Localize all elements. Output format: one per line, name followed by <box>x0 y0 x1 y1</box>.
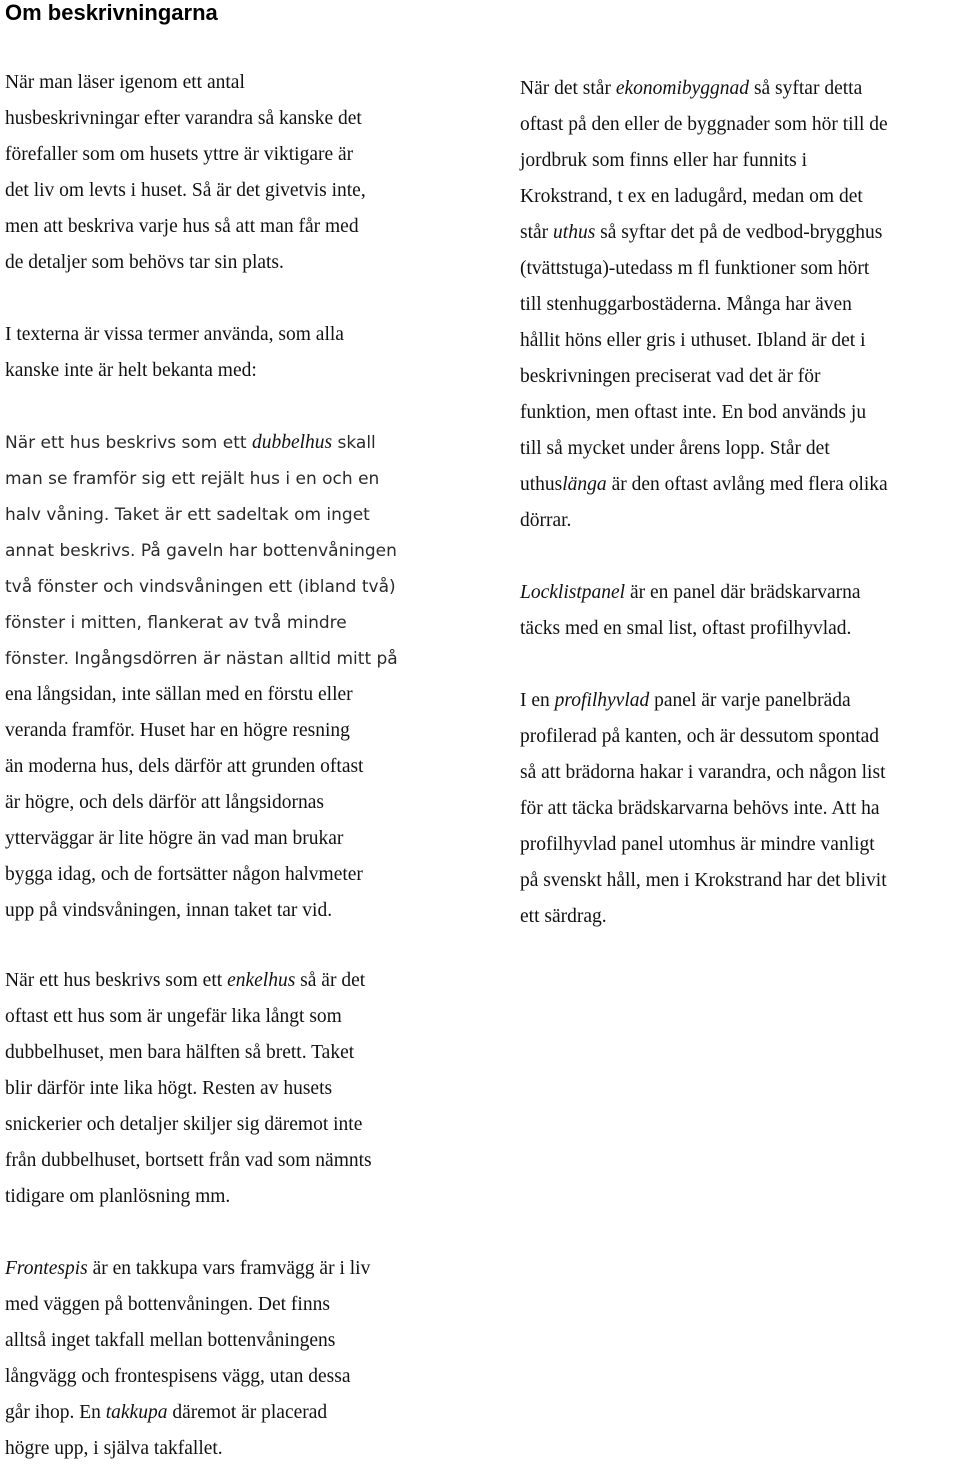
page-title: Om beskrivningarna <box>5 0 218 25</box>
text-line: fönster i mitten, flankerat av två mindre <box>5 613 347 633</box>
text-line: I texterna är vissa termer använda, som alla <box>5 324 344 345</box>
term-enkelhus: enkelhus <box>227 970 296 991</box>
text-line: man se framför sig ett rejält hus i en och en <box>5 469 380 489</box>
text-line: till stenhuggarbostäderna. Många har även <box>520 294 852 315</box>
term-locklistpanel: Locklistpanel <box>520 582 626 603</box>
text-line: kanske inte är helt bekanta med: <box>5 360 257 381</box>
intro-paragraph <box>5 65 398 281</box>
text-line: profilerad på kanten, och är dessutom spontad <box>520 726 880 747</box>
term-ekonomibyggnad: ekonomibyggnad <box>615 78 750 99</box>
text-line: oftast ett hus som är ungefär lika långt som <box>5 1006 342 1027</box>
text-line: snickerier och detaljer skiljer sig däremot inte <box>5 1114 363 1135</box>
terms-intro-paragraph <box>5 317 398 389</box>
text-line: för att täcka brädskarvarna behövs inte. Att ha <box>520 798 880 819</box>
text-line: beskrivningen preciserat vad det är för <box>520 366 821 387</box>
text-line: profilhyvlad panel utomhus är mindre vanligt <box>520 834 875 855</box>
term-profilhyvlad: profilhyvlad <box>554 690 650 711</box>
text-line: I en profilhyvlad panel är varje panelbräda <box>520 690 851 711</box>
text-line: högre upp, i själva takfallet. <box>5 1438 223 1459</box>
term-takkupa: takkupa <box>105 1402 168 1423</box>
text-line: täcks med en smal list, oftast profilhyvlad. <box>520 618 852 639</box>
text-line: Frontespis är en takkupa vars framvägg är i liv <box>5 1258 371 1279</box>
text-line: står uthus så syftar det på de vedbod-brygghus <box>520 222 883 243</box>
text-line: förefaller som om husets yttre är viktigare är <box>5 144 354 165</box>
term-frontespis: Frontespis <box>5 1258 88 1279</box>
text-line: bygga idag, och de fortsätter någon halvmeter <box>5 864 363 885</box>
text-line: från dubbelhuset, bortsett från vad som nämnts <box>5 1150 372 1171</box>
text-line: långvägg och frontespisens vägg, utan dessa <box>5 1366 351 1387</box>
text-line: alltså inget takfall mellan bottenvåningens <box>5 1330 336 1351</box>
locklistpanel-paragraph <box>520 575 888 647</box>
text-line: När ett hus beskrivs som ett enkelhus så är det <box>5 970 366 991</box>
term-dubbelhus: dubbelhus <box>251 432 333 453</box>
text-line: dörrar. <box>520 510 572 531</box>
text-line: upp på vindsvåningen, innan taket tar vid. <box>5 900 333 921</box>
enkelhus-paragraph <box>5 963 372 1215</box>
dubbelhus-paragraph <box>5 425 398 929</box>
text-line: Locklistpanel är en panel där brädskarvarna <box>520 582 861 603</box>
text-line: husbeskrivningar efter varandra så kanske det <box>5 108 362 129</box>
bottom-section <box>5 963 372 1467</box>
left-column <box>5 65 398 929</box>
ekonomibyggnad-paragraph <box>520 71 888 539</box>
right-column <box>520 71 888 935</box>
text-line: det liv om levts i huset. Så är det givetvis inte, <box>5 180 366 201</box>
text-line: så att brädorna hakar i varandra, och någon list <box>520 762 886 783</box>
text-line: två fönster och vindsvåningen ett (ibland två) <box>5 577 396 597</box>
frontespis-paragraph <box>5 1251 372 1467</box>
text-line: men att beskriva varje hus så att man får med <box>5 216 359 237</box>
text-line: tidigare om planlösning mm. <box>5 1186 231 1207</box>
text-line: ytterväggar är lite högre än vad man brukar <box>5 828 344 849</box>
text-line: veranda framför. Huset har en högre resning <box>5 720 350 741</box>
text-line: halv våning. Taket är ett sadeltak om inget <box>5 505 370 525</box>
text-line: ett särdrag. <box>520 906 607 927</box>
text-line: de detaljer som behövs tar sin plats. <box>5 252 284 273</box>
text-line: När man läser igenom ett antal <box>5 72 245 93</box>
term-uthus: uthus <box>553 222 596 243</box>
text-line: med väggen på bottenvåningen. Det finns <box>5 1294 330 1315</box>
text-line: funktion, men oftast inte. En bod används ju <box>520 402 867 423</box>
text-line: annat beskrivs. På gaveln har bottenvåningen <box>5 541 397 561</box>
text-line: hållit höns eller gris i uthuset. Ibland är det i <box>520 330 866 351</box>
text-line: jordbruk som finns eller har funnits i <box>520 150 808 171</box>
term-uthuslanga: länga <box>562 474 607 495</box>
text-line: uthuslänga är den oftast avlång med flera olika <box>520 474 888 495</box>
text-line: När det står ekonomibyggnad så syftar detta <box>520 78 863 99</box>
text-line: (tvättstuga)-utedass m fl funktioner som hört <box>520 258 870 279</box>
text-line: blir därför inte lika högt. Resten av husets <box>5 1078 333 1099</box>
text-line: är högre, och dels därför att långsidornas <box>5 792 324 813</box>
profilhyvlad-paragraph <box>520 683 888 935</box>
text-line: på svenskt håll, men i Krokstrand har det blivit <box>520 870 887 891</box>
text-line: till så mycket under årens lopp. Står det <box>520 438 830 459</box>
text-line: fönster. Ingångsdörren är nästan alltid mitt på <box>5 649 398 669</box>
text-line: När ett hus beskrivs som ett dubbelhus skall <box>5 432 376 453</box>
text-line: går ihop. En takkupa däremot är placerad <box>5 1402 328 1423</box>
text-line: än moderna hus, dels därför att grunden oftast <box>5 756 364 777</box>
text-line: oftast på den eller de byggnader som hör till de <box>520 114 888 135</box>
text-line: Krokstrand, t ex en ladugård, medan om det <box>520 186 863 207</box>
text-line: ena långsidan, inte sällan med en förstu eller <box>5 684 353 705</box>
text-line: dubbelhuset, men bara hälften så brett. Taket <box>5 1042 355 1063</box>
